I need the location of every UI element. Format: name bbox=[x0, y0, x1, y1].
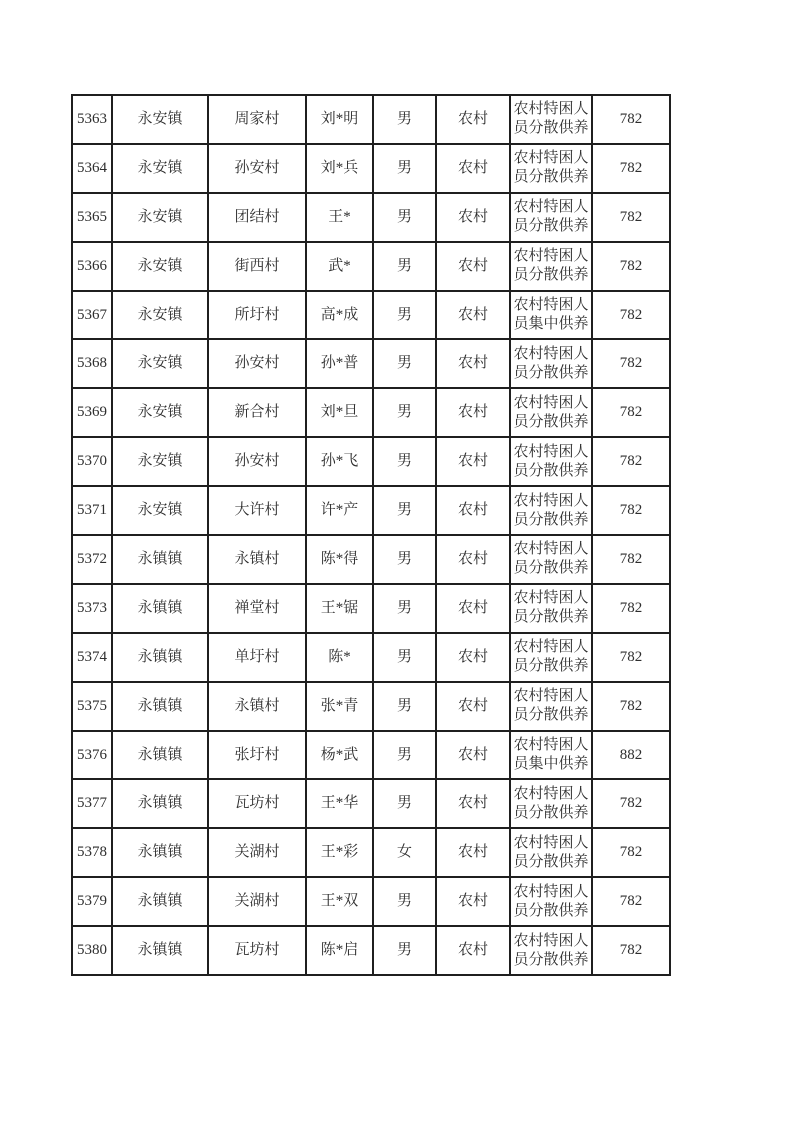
cell-person-name: 刘*旦 bbox=[306, 388, 373, 437]
cell-serial-number: 5380 bbox=[72, 926, 112, 975]
cell-serial-number: 5366 bbox=[72, 242, 112, 291]
cell-support-type: 农村特困人员分散供养 bbox=[510, 437, 592, 486]
cell-person-name: 王*双 bbox=[306, 877, 373, 926]
cell-person-name: 许*产 bbox=[306, 486, 373, 535]
table-row bbox=[72, 633, 670, 682]
cell-serial-number: 5375 bbox=[72, 682, 112, 731]
cell-category: 农村 bbox=[436, 339, 510, 388]
cell-town: 永镇镇 bbox=[112, 779, 208, 828]
cell-amount: 782 bbox=[592, 486, 670, 535]
cell-town: 永安镇 bbox=[112, 144, 208, 193]
cell-serial-number: 5368 bbox=[72, 339, 112, 388]
table-row bbox=[72, 291, 670, 340]
cell-category: 农村 bbox=[436, 437, 510, 486]
cell-category: 农村 bbox=[436, 242, 510, 291]
cell-village: 孙安村 bbox=[208, 437, 306, 486]
cell-category: 农村 bbox=[436, 291, 510, 340]
cell-village: 永镇村 bbox=[208, 535, 306, 584]
cell-support-type: 农村特困人员分散供养 bbox=[510, 682, 592, 731]
cell-gender: 男 bbox=[373, 682, 436, 731]
cell-gender: 男 bbox=[373, 486, 436, 535]
cell-gender: 男 bbox=[373, 242, 436, 291]
cell-town: 永镇镇 bbox=[112, 535, 208, 584]
cell-town: 永安镇 bbox=[112, 388, 208, 437]
cell-serial-number: 5364 bbox=[72, 144, 112, 193]
cell-person-name: 王* bbox=[306, 193, 373, 242]
cell-town: 永安镇 bbox=[112, 291, 208, 340]
cell-amount: 782 bbox=[592, 633, 670, 682]
cell-support-type: 农村特困人员分散供养 bbox=[510, 779, 592, 828]
cell-town: 永镇镇 bbox=[112, 584, 208, 633]
cell-town: 永镇镇 bbox=[112, 682, 208, 731]
cell-gender: 男 bbox=[373, 731, 436, 780]
cell-village: 孙安村 bbox=[208, 339, 306, 388]
cell-category: 农村 bbox=[436, 779, 510, 828]
cell-person-name: 武* bbox=[306, 242, 373, 291]
cell-gender: 男 bbox=[373, 779, 436, 828]
cell-person-name: 王*彩 bbox=[306, 828, 373, 877]
cell-gender: 男 bbox=[373, 291, 436, 340]
cell-serial-number: 5379 bbox=[72, 877, 112, 926]
cell-support-type: 农村特困人员分散供养 bbox=[510, 388, 592, 437]
cell-support-type: 农村特困人员分散供养 bbox=[510, 95, 592, 144]
cell-person-name: 高*成 bbox=[306, 291, 373, 340]
cell-amount: 782 bbox=[592, 779, 670, 828]
cell-town: 永安镇 bbox=[112, 339, 208, 388]
cell-serial-number: 5373 bbox=[72, 584, 112, 633]
cell-village: 所圩村 bbox=[208, 291, 306, 340]
cell-amount: 782 bbox=[592, 926, 670, 975]
cell-person-name: 张*青 bbox=[306, 682, 373, 731]
cell-amount: 782 bbox=[592, 388, 670, 437]
cell-town: 永安镇 bbox=[112, 193, 208, 242]
cell-serial-number: 5378 bbox=[72, 828, 112, 877]
cell-person-name: 孙*普 bbox=[306, 339, 373, 388]
cell-amount: 782 bbox=[592, 144, 670, 193]
cell-village: 周家村 bbox=[208, 95, 306, 144]
cell-gender: 男 bbox=[373, 144, 436, 193]
cell-category: 农村 bbox=[436, 95, 510, 144]
table-body bbox=[72, 95, 670, 975]
cell-category: 农村 bbox=[436, 584, 510, 633]
table-row bbox=[72, 388, 670, 437]
cell-gender: 男 bbox=[373, 926, 436, 975]
cell-village: 禅堂村 bbox=[208, 584, 306, 633]
cell-amount: 782 bbox=[592, 339, 670, 388]
cell-category: 农村 bbox=[436, 388, 510, 437]
cell-town: 永镇镇 bbox=[112, 926, 208, 975]
cell-town: 永安镇 bbox=[112, 486, 208, 535]
cell-town: 永安镇 bbox=[112, 437, 208, 486]
cell-support-type: 农村特困人员分散供养 bbox=[510, 877, 592, 926]
cell-support-type: 农村特困人员分散供养 bbox=[510, 339, 592, 388]
cell-village: 街西村 bbox=[208, 242, 306, 291]
cell-serial-number: 5365 bbox=[72, 193, 112, 242]
cell-person-name: 王*锯 bbox=[306, 584, 373, 633]
cell-gender: 男 bbox=[373, 95, 436, 144]
cell-town: 永镇镇 bbox=[112, 828, 208, 877]
table-row bbox=[72, 95, 670, 144]
cell-village: 孙安村 bbox=[208, 144, 306, 193]
cell-person-name: 刘*明 bbox=[306, 95, 373, 144]
cell-amount: 782 bbox=[592, 828, 670, 877]
cell-village: 瓦坊村 bbox=[208, 779, 306, 828]
cell-category: 农村 bbox=[436, 828, 510, 877]
cell-support-type: 农村特困人员分散供养 bbox=[510, 486, 592, 535]
cell-amount: 782 bbox=[592, 193, 670, 242]
cell-category: 农村 bbox=[436, 193, 510, 242]
table-row bbox=[72, 731, 670, 780]
cell-village: 永镇村 bbox=[208, 682, 306, 731]
cell-amount: 882 bbox=[592, 731, 670, 780]
cell-village: 瓦坊村 bbox=[208, 926, 306, 975]
cell-person-name: 刘*兵 bbox=[306, 144, 373, 193]
cell-amount: 782 bbox=[592, 682, 670, 731]
cell-village: 单圩村 bbox=[208, 633, 306, 682]
cell-gender: 男 bbox=[373, 877, 436, 926]
cell-town: 永镇镇 bbox=[112, 877, 208, 926]
cell-town: 永镇镇 bbox=[112, 731, 208, 780]
cell-serial-number: 5367 bbox=[72, 291, 112, 340]
cell-category: 农村 bbox=[436, 926, 510, 975]
cell-category: 农村 bbox=[436, 486, 510, 535]
table-row bbox=[72, 584, 670, 633]
cell-category: 农村 bbox=[436, 535, 510, 584]
table-row bbox=[72, 486, 670, 535]
cell-serial-number: 5372 bbox=[72, 535, 112, 584]
cell-village: 大许村 bbox=[208, 486, 306, 535]
table-row bbox=[72, 682, 670, 731]
cell-serial-number: 5376 bbox=[72, 731, 112, 780]
cell-amount: 782 bbox=[592, 242, 670, 291]
cell-village: 关湖村 bbox=[208, 877, 306, 926]
cell-town: 永镇镇 bbox=[112, 633, 208, 682]
cell-category: 农村 bbox=[436, 731, 510, 780]
cell-support-type: 农村特困人员分散供养 bbox=[510, 144, 592, 193]
cell-support-type: 农村特困人员分散供养 bbox=[510, 535, 592, 584]
cell-gender: 男 bbox=[373, 437, 436, 486]
cell-person-name: 陈*启 bbox=[306, 926, 373, 975]
cell-village: 新合村 bbox=[208, 388, 306, 437]
cell-gender: 男 bbox=[373, 584, 436, 633]
cell-support-type: 农村特困人员分散供养 bbox=[510, 828, 592, 877]
cell-gender: 男 bbox=[373, 535, 436, 584]
cell-category: 农村 bbox=[436, 877, 510, 926]
cell-village: 团结村 bbox=[208, 193, 306, 242]
table-row bbox=[72, 339, 670, 388]
cell-gender: 男 bbox=[373, 339, 436, 388]
table-row bbox=[72, 828, 670, 877]
cell-support-type: 农村特困人员集中供养 bbox=[510, 731, 592, 780]
cell-support-type: 农村特困人员分散供养 bbox=[510, 926, 592, 975]
cell-village: 关湖村 bbox=[208, 828, 306, 877]
cell-serial-number: 5370 bbox=[72, 437, 112, 486]
cell-town: 永安镇 bbox=[112, 242, 208, 291]
cell-gender: 女 bbox=[373, 828, 436, 877]
cell-gender: 男 bbox=[373, 633, 436, 682]
cell-serial-number: 5377 bbox=[72, 779, 112, 828]
cell-amount: 782 bbox=[592, 437, 670, 486]
cell-amount: 782 bbox=[592, 95, 670, 144]
table-row bbox=[72, 926, 670, 975]
cell-person-name: 陈* bbox=[306, 633, 373, 682]
cell-serial-number: 5363 bbox=[72, 95, 112, 144]
benefits-roster-table bbox=[71, 94, 671, 976]
table-row bbox=[72, 877, 670, 926]
cell-village: 张圩村 bbox=[208, 731, 306, 780]
table-row bbox=[72, 779, 670, 828]
cell-gender: 男 bbox=[373, 193, 436, 242]
cell-gender: 男 bbox=[373, 388, 436, 437]
cell-serial-number: 5369 bbox=[72, 388, 112, 437]
cell-category: 农村 bbox=[436, 682, 510, 731]
cell-serial-number: 5371 bbox=[72, 486, 112, 535]
cell-amount: 782 bbox=[592, 535, 670, 584]
cell-amount: 782 bbox=[592, 877, 670, 926]
cell-category: 农村 bbox=[436, 633, 510, 682]
cell-person-name: 陈*得 bbox=[306, 535, 373, 584]
cell-town: 永安镇 bbox=[112, 95, 208, 144]
cell-person-name: 杨*武 bbox=[306, 731, 373, 780]
cell-support-type: 农村特困人员分散供养 bbox=[510, 242, 592, 291]
cell-category: 农村 bbox=[436, 144, 510, 193]
cell-serial-number: 5374 bbox=[72, 633, 112, 682]
cell-amount: 782 bbox=[592, 291, 670, 340]
cell-person-name: 王*华 bbox=[306, 779, 373, 828]
table-row bbox=[72, 437, 670, 486]
cell-support-type: 农村特困人员分散供养 bbox=[510, 584, 592, 633]
cell-support-type: 农村特困人员集中供养 bbox=[510, 291, 592, 340]
cell-support-type: 农村特困人员分散供养 bbox=[510, 633, 592, 682]
table-row bbox=[72, 535, 670, 584]
cell-support-type: 农村特困人员分散供养 bbox=[510, 193, 592, 242]
table-row bbox=[72, 242, 670, 291]
table-row bbox=[72, 193, 670, 242]
table-row bbox=[72, 144, 670, 193]
cell-amount: 782 bbox=[592, 584, 670, 633]
cell-person-name: 孙*飞 bbox=[306, 437, 373, 486]
